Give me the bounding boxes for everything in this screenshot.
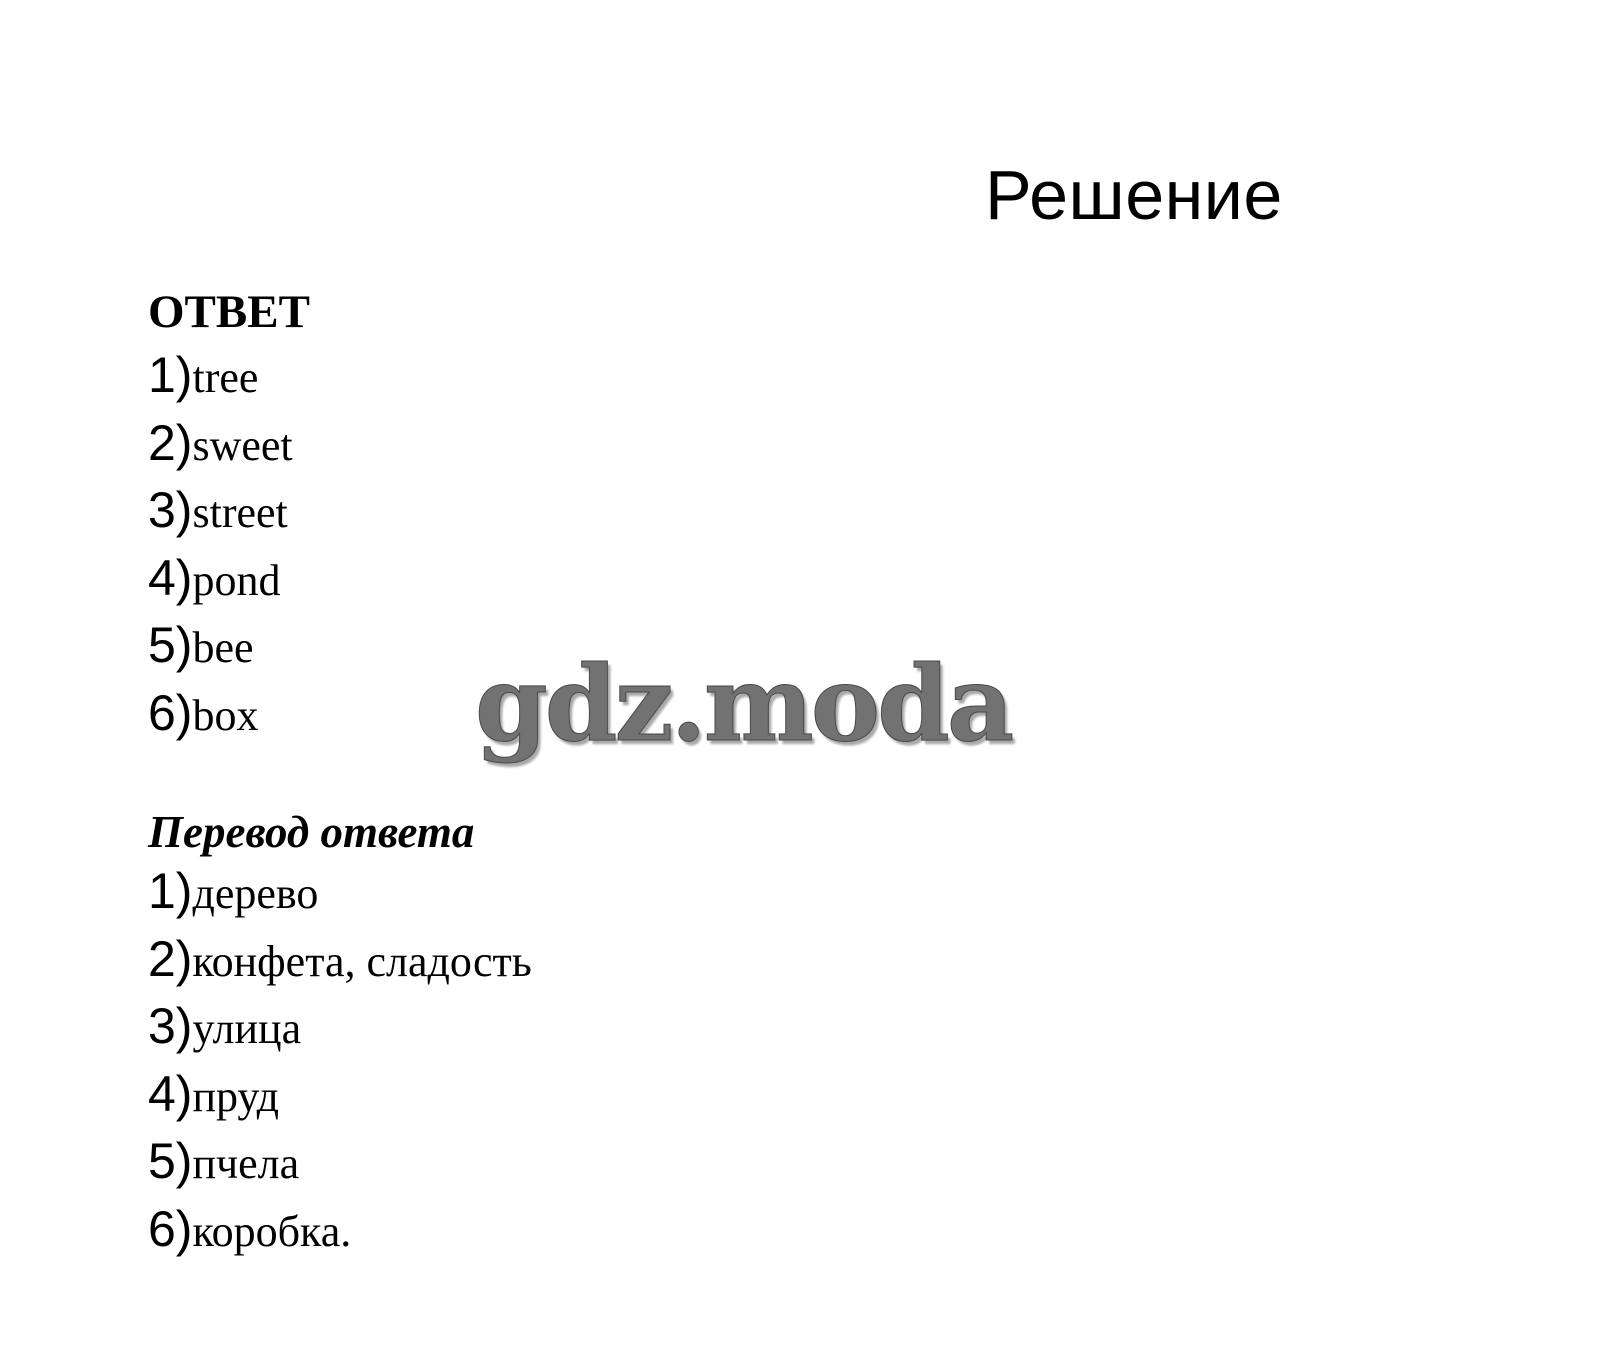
page-title: Решение xyxy=(985,156,1283,234)
translation-text: пруд xyxy=(192,1071,280,1121)
translation-list xyxy=(148,858,532,1264)
answer-list xyxy=(148,342,310,748)
translation-item xyxy=(148,926,532,994)
answer-item xyxy=(148,410,310,478)
answer-item xyxy=(148,342,310,410)
translation-section xyxy=(148,806,532,1264)
translation-item xyxy=(148,858,532,926)
translation-number: 5) xyxy=(148,1133,193,1190)
translation-item xyxy=(148,1128,532,1196)
answer-number: 2) xyxy=(148,414,193,471)
answer-number: 6) xyxy=(148,684,193,741)
translation-number: 2) xyxy=(148,930,193,987)
answer-number: 4) xyxy=(148,549,193,606)
answer-text: tree xyxy=(192,353,259,402)
answer-text: street xyxy=(192,488,288,538)
translation-heading: Перевод ответа xyxy=(148,807,475,857)
answer-number: 3) xyxy=(148,482,193,539)
translation-text: пчела xyxy=(192,1139,300,1189)
answer-item xyxy=(148,477,310,545)
answer-item xyxy=(148,612,310,680)
answer-text: box xyxy=(192,690,259,740)
translation-number: 3) xyxy=(148,998,193,1055)
translation-text: улица xyxy=(192,1004,302,1054)
answer-text: pond xyxy=(192,555,281,605)
answer-text: bee xyxy=(192,623,254,673)
answer-section xyxy=(148,286,310,748)
answer-number: 5) xyxy=(148,617,193,674)
translation-number: 6) xyxy=(148,1200,193,1257)
translation-text: дерево xyxy=(192,869,319,918)
translation-number: 4) xyxy=(148,1065,193,1122)
translation-item xyxy=(148,993,532,1061)
answer-number: 1) xyxy=(148,347,193,403)
translation-text: коробка. xyxy=(192,1206,352,1256)
translation-item xyxy=(148,1196,532,1264)
answer-item xyxy=(148,680,310,748)
translation-text: конфета, сладость xyxy=(192,936,532,986)
translation-number: 1) xyxy=(148,863,193,919)
watermark-logo: gdz.moda xyxy=(475,642,1012,765)
answer-text: sweet xyxy=(192,420,293,470)
translation-item xyxy=(148,1061,532,1129)
answer-item xyxy=(148,545,310,613)
answer-heading: ОТВЕТ xyxy=(148,286,310,338)
